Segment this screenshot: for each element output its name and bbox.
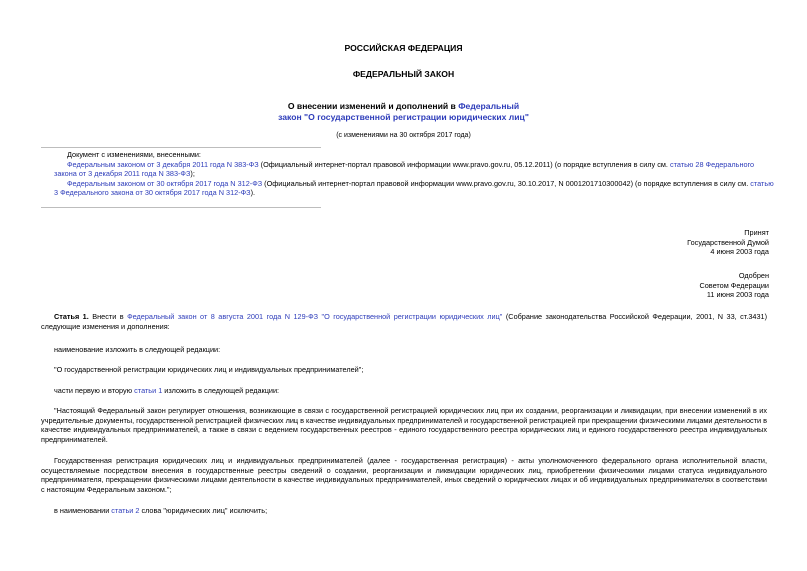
change-link-article28[interactable]: статью 28 Федерального закона от 3 декабря 2011 года N 383-ФЗ bbox=[54, 159, 755, 179]
changes-intro: Документ с изменениями, внесенными: bbox=[67, 150, 201, 159]
change-link-383fz[interactable]: Федеральным законом от 3 декабря 2011 года N 383-ФЗ bbox=[67, 159, 259, 169]
accepted-date: 4 июня 2003 года bbox=[710, 247, 769, 257]
approved-by: Советом Федерации bbox=[699, 280, 769, 290]
link-article-2[interactable]: статьи 2 bbox=[111, 506, 140, 515]
article-link-129fz[interactable]: Федеральный закон от 8 августа 2001 года N 129-ФЗ "О государственной регистрации юридических лиц" bbox=[127, 312, 503, 321]
change-item bbox=[41, 179, 774, 198]
accepted-label: Принят bbox=[744, 228, 769, 237]
country-heading: РОССИЙСКАЯ ФЕДЕРАЦИЯ bbox=[344, 43, 463, 53]
article-text-end: (Собрание законодательства Российской Федерации, 2001, N 33, ст.3431) следующие изменения и дополнения: bbox=[41, 312, 768, 331]
change-text-end: ). bbox=[250, 188, 256, 198]
article-1 bbox=[41, 312, 767, 331]
document-title bbox=[0, 101, 807, 123]
change-text-end: ); bbox=[190, 169, 195, 179]
title-link-law-name[interactable]: закон "О государственной регистрации юридических лиц" bbox=[278, 112, 529, 122]
divider-top bbox=[41, 147, 321, 148]
article-text: Внести в bbox=[88, 312, 128, 321]
paragraph: наименование изложить в следующей редакции: bbox=[54, 345, 221, 354]
doc-type-heading: ФЕДЕРАЛЬНЫЙ ЗАКОН bbox=[352, 69, 455, 79]
approved-label: Одобрен bbox=[738, 271, 769, 280]
adoption-duma bbox=[687, 228, 769, 257]
title-link-federal-law[interactable]: Федеральный bbox=[458, 101, 520, 111]
changes-block bbox=[41, 150, 774, 198]
approved-date: 11 июня 2003 года bbox=[706, 290, 769, 300]
change-text: (Официальный интернет-портал правовой информации www.pravo.gov.ru, 30.10.2017, N 0001201710300042) (о порядке вступления в силу см. bbox=[262, 178, 751, 188]
edition-note: (с изменениями на 30 октября 2017 года) bbox=[336, 132, 471, 139]
article-label: Статья 1. bbox=[54, 312, 89, 321]
paragraph: в наименовании статьи 2 слова "юридических лиц" исключить; bbox=[54, 506, 268, 515]
paragraph: части первую и вторую статьи 1 изложить в следующей редакции: bbox=[54, 386, 280, 395]
change-item bbox=[41, 160, 774, 179]
change-link-312fz[interactable]: Федеральным законом от 30 октября 2017 года N 312-ФЗ bbox=[67, 178, 263, 188]
link-article-1[interactable]: статьи 1 bbox=[134, 386, 163, 395]
divider-bottom bbox=[41, 207, 321, 208]
change-link-article3[interactable]: статью 3 Федерального закона от 30 октября 2017 года N 312-ФЗ bbox=[54, 178, 774, 198]
adoption-council bbox=[699, 271, 769, 300]
paragraph: "О государственной регистрации юридических лиц и индивидуальных предпринимателей"; bbox=[54, 365, 364, 374]
accepted-by: Государственной Думой bbox=[687, 237, 769, 247]
paragraph-quote: "Настоящий Федеральный закон регулирует отношения, возникающие в связи с государственной регистрацией юридических лиц при их создании, реорганизации и ликвидации, при внесении изменений в их учредительные документы, государственной регистрацией физических лиц в качестве индивидуальных предпринимателей и государственной регистрацией при прекращении физическими лицами деятельности в качестве индивидуальных предпринимателей, а также в связи с ведением государственных реестров - единого государственного реестра юридических лиц и единого государственного реестра индивидуальных предпринимателей. bbox=[41, 406, 767, 444]
paragraph-quote: Государственная регистрация юридических лиц и индивидуальных предпринимателей (далее - государственная регистрация) - акты уполномоченного федерального органа исполнительной власти, осуществляемые посредством внесения в государственные реестры сведений о создании, реорганизации и ликвидации юридических лиц, приобретении физическими лицами статуса индивидуального предпринимателя, прекращении физическими лицами деятельности в качестве индивидуальных предпринимателей, иных сведений о юридических лицах и об индивидуальных предпринимателях в соответствии с настоящим Федеральным законом."; bbox=[41, 456, 767, 494]
change-text: (Официальный интернет-портал правовой информации www.pravo.gov.ru, 05.12.2011) (о порядке вступления в силу см. bbox=[258, 159, 670, 169]
title-prefix: О внесении изменений и дополнений в bbox=[287, 101, 459, 111]
